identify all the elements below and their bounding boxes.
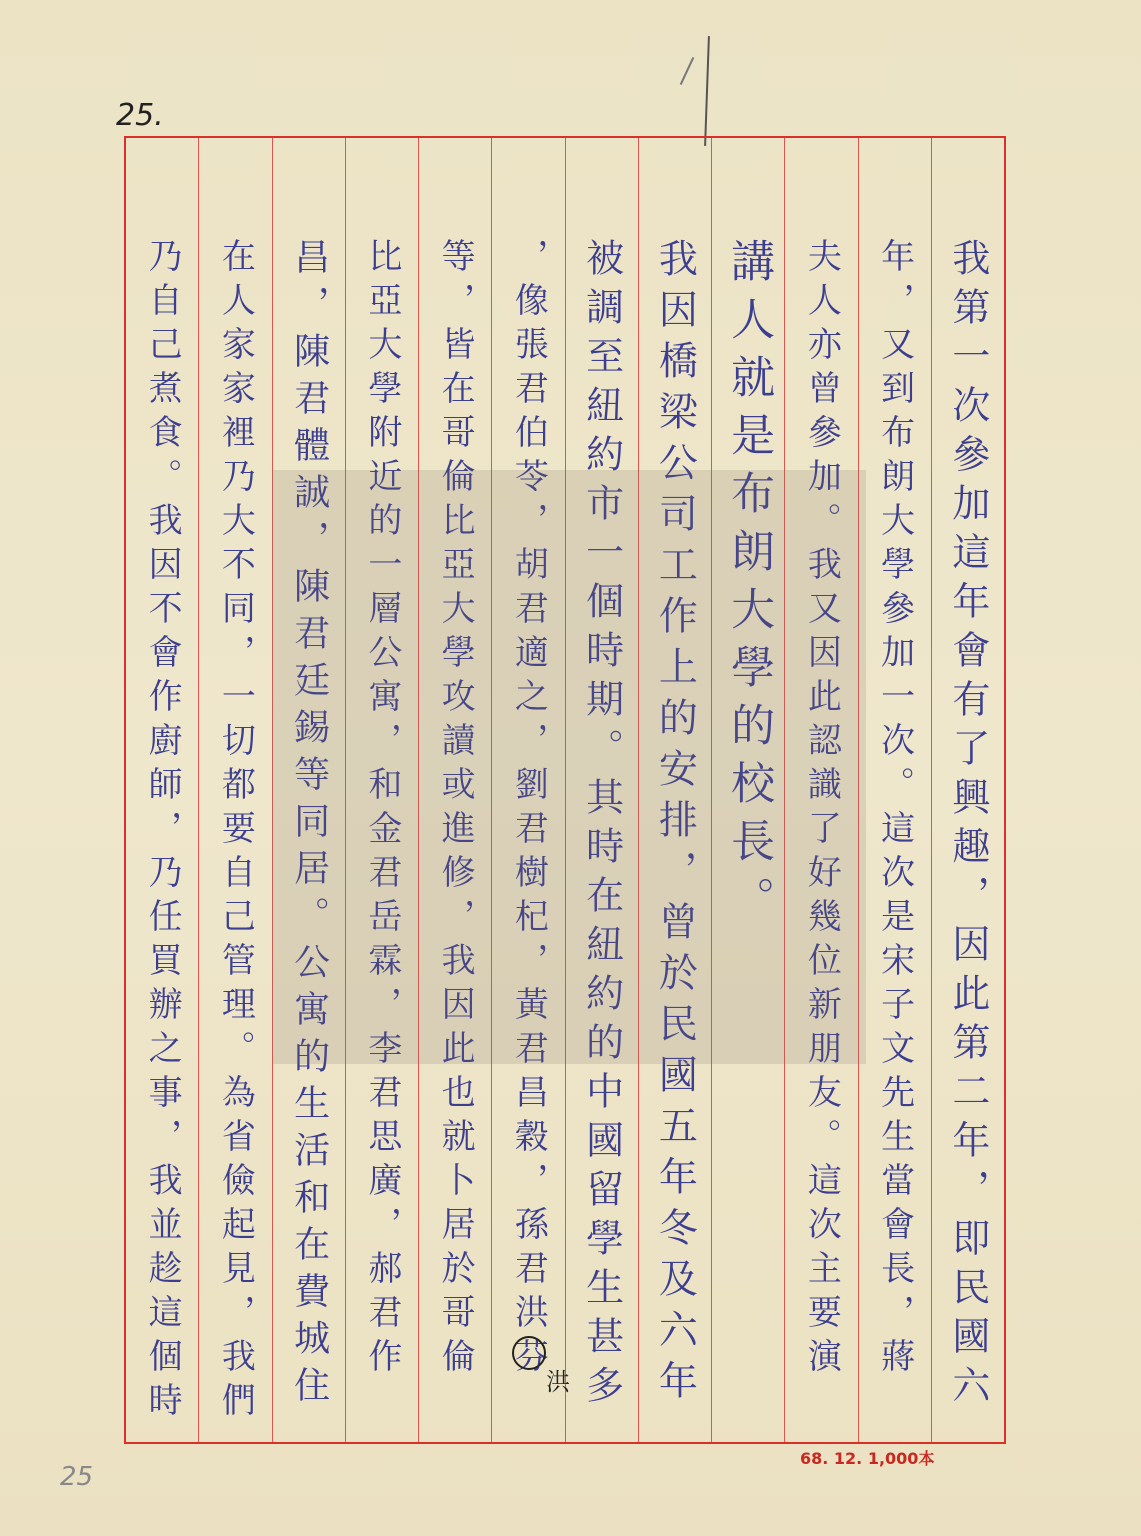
text-column-2 [858, 138, 931, 1442]
text-column-5 [638, 138, 711, 1442]
text-column-1 [931, 138, 1004, 1442]
column-text: 比亞大學附近的一層公寓，和金君岳霖，李君思廣，郝君作 [361, 238, 402, 1382]
text-column-3 [784, 138, 857, 1442]
column-text: 我因橋梁公司工作上的安排，曾於民國五年冬及六年 [652, 238, 698, 1411]
pencil-tick [680, 57, 694, 85]
column-text: 我第一次參加這年會有了興趣，因此第二年，即民國六 [945, 238, 990, 1414]
column-text: 夫人亦曾參加。我又因此認識了好幾位新朋友。這次主要演 [801, 238, 842, 1382]
column-text: 講人就是布朗大學的校長。 [723, 238, 775, 934]
text-column-9 [345, 138, 418, 1442]
footer-print: 68. 12. 1,000本 [800, 1449, 935, 1468]
page-number-bottom: 25 [60, 1462, 94, 1492]
column-text: 年，又到布朗大學參加一次。這次是宋子文先生當會長，蔣 [874, 238, 915, 1382]
column-text: 在人家家裡乃大不同，一切都要自己管理。為省儉起見，我們 [215, 238, 256, 1426]
column-text: 等，皆在哥倫比亞大學攻讀或進修，我因此也就卜居於哥倫 [435, 238, 476, 1382]
text-column-4 [711, 138, 784, 1442]
text-column-10 [272, 138, 345, 1442]
text-column-6 [565, 138, 638, 1442]
page-number-top: 25. [116, 98, 164, 133]
text-column-7 [491, 138, 564, 1442]
column-text: ，像張君伯苓，胡君適之，劉君樹杞，黃君昌穀，孫君洪芬 [508, 238, 549, 1382]
text-column-8 [418, 138, 491, 1442]
text-column-11 [198, 138, 271, 1442]
text-column-12 [126, 138, 198, 1442]
column-text: 乃自己煮食。我因不會作廚師，乃任買辦之事，我並趁這個時 [142, 238, 183, 1426]
correction-circle [512, 1336, 546, 1370]
column-text: 昌，陳君體誠，陳君廷錫等同居。公寓的生活和在費城住 [288, 238, 330, 1413]
column-text: 被調至紐約市一個時期。其時在紐約的中國留學生甚多 [579, 238, 624, 1414]
margin-note: 洪 [546, 1368, 570, 1396]
manuscript-grid [124, 136, 1006, 1444]
pencil-mark [704, 36, 710, 146]
